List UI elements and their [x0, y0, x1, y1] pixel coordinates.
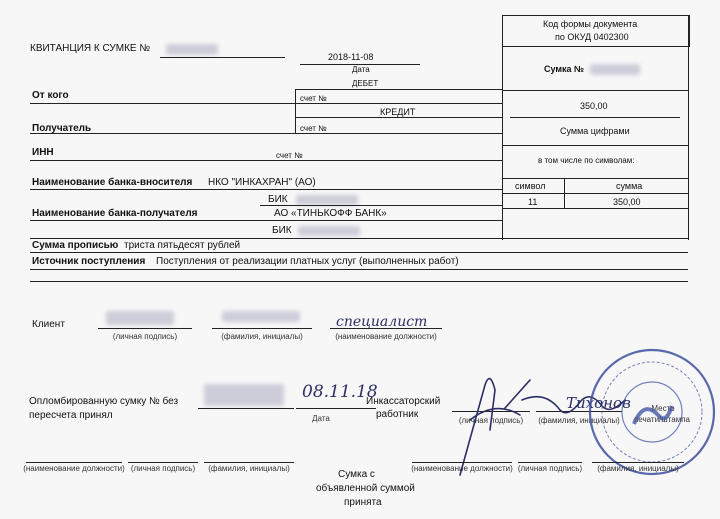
- receipt-title: КВИТАНЦИЯ К СУМКЕ №: [30, 43, 151, 54]
- symbol-sum-value: 350,00: [613, 197, 641, 207]
- from-label: От кого: [32, 90, 69, 101]
- sum-column-header: сумма: [616, 181, 643, 191]
- recipient-bank-value: АО «ТИНЬКОФФ БАНК»: [274, 208, 387, 219]
- inn-label: ИНН: [32, 147, 54, 158]
- cashier-label-line1: Инкассаторский: [366, 396, 441, 407]
- client-label: Клиент: [32, 319, 65, 330]
- redacted-client-name: [222, 311, 300, 322]
- credit-label: КРЕДИТ: [380, 107, 416, 117]
- stamp-caption-line1: Место: [651, 404, 675, 413]
- bag-number-label: Сумка №: [544, 64, 585, 74]
- sum-words-value: триста пятьдесят рублей: [124, 240, 241, 251]
- from-account-label: счет №: [300, 94, 327, 103]
- recipient-account-label: счет №: [300, 124, 327, 133]
- amount-caption: Сумма цифрами: [560, 126, 630, 136]
- payer-bank-value: НКО "ИНКАХРАН" (АО): [208, 177, 316, 188]
- client-position-handwritten: специалист: [336, 314, 428, 330]
- redacted-payer-bik: [296, 195, 358, 205]
- symbol-value: 11: [528, 197, 538, 207]
- redacted-sealed-bag-number: [204, 384, 284, 406]
- sealed-bag-line2: пересчета принял: [29, 410, 113, 421]
- symbol-column-header: символ: [515, 181, 546, 191]
- redacted-recipient-bik: [298, 226, 360, 236]
- source-value: Поступления от реализации платных услуг (выполненных работ): [156, 256, 459, 267]
- accepted-line3: принята: [344, 497, 382, 508]
- footer-left-name-caption: (фамилия, инициалы): [208, 464, 290, 473]
- debit-label: ДЕБЕТ: [352, 79, 379, 88]
- cashier-signature-caption: (личная подпись): [458, 416, 524, 425]
- recipient-label: Получатель: [32, 123, 92, 134]
- date-caption: Дата: [352, 65, 370, 74]
- payer-bik-label: БИК: [268, 194, 288, 205]
- amount-value: 350,00: [580, 101, 608, 111]
- footer-left-signature-caption: (личная подпись): [130, 464, 196, 473]
- stamp-caption-line2: печати/штампа: [633, 415, 691, 424]
- source-label: Источник поступления: [32, 256, 146, 267]
- redacted-bag-number: [166, 44, 218, 55]
- footer-right-name-caption: (фамилия, инициалы): [597, 464, 679, 473]
- client-name-caption: (фамилия, инициалы): [221, 332, 303, 341]
- sealed-date-handwritten: 08.11.18: [302, 382, 378, 402]
- footer-right-signature-caption: (личная подпись): [517, 464, 583, 473]
- cashier-name-caption: (фамилия, инициалы): [538, 416, 620, 425]
- recipient-bik-label: БИК: [272, 225, 292, 236]
- sealed-date-caption: Дата: [312, 414, 330, 423]
- accepted-line2: объявленной суммой: [316, 483, 415, 494]
- recipient-bank-label: Наименование банка-получателя: [32, 208, 198, 219]
- redacted-client-signature: [106, 311, 174, 325]
- footer-right-position-caption: (наименование должности): [411, 464, 513, 473]
- okud-code: по ОКУД 0402300: [555, 32, 629, 42]
- footer-left-position-caption: (наименование должности): [23, 464, 125, 473]
- sum-words-label: Сумма прописью: [32, 240, 119, 251]
- cashier-label-line2: работник: [376, 409, 419, 420]
- round-stamp: [584, 344, 720, 480]
- redacted-bag-number-2: [590, 64, 640, 75]
- document-date: 2018-11-08: [328, 52, 374, 62]
- inn-account-label: счет №: [276, 151, 303, 160]
- cashier-signature-handwritten: Тихонов: [566, 394, 631, 412]
- sealed-bag-line1: Опломбированную сумку № без: [29, 396, 179, 407]
- payer-bank-label: Наименование банка-вносителя: [32, 177, 193, 188]
- client-signature-caption: (личная подпись): [112, 332, 178, 341]
- form-code-label: Код формы документа: [543, 19, 638, 29]
- by-symbols-label: в том числе по символам:: [538, 156, 635, 165]
- client-position-caption: (наименование должности): [335, 332, 437, 341]
- accepted-line1: Сумка с: [338, 469, 375, 480]
